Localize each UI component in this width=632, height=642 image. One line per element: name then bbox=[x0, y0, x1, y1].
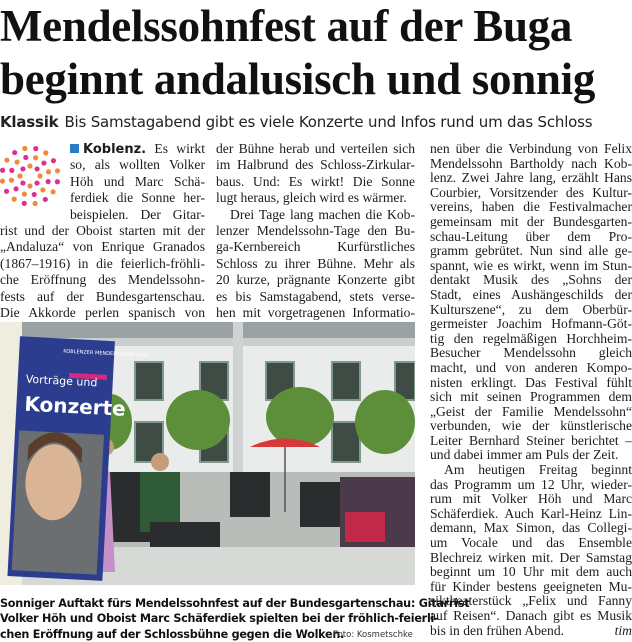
article-line: verbunden, wie der künstlerische bbox=[430, 418, 632, 434]
banner-line-2: Konzerte bbox=[23, 391, 127, 421]
author-signature: tim bbox=[614, 622, 632, 638]
caption-line: chen Eröffnung auf der Schlossbühne gegen die Wolken. bbox=[0, 627, 345, 641]
article-line: beginnt um 10 Uhr mit dem auch bbox=[430, 564, 632, 580]
article-line: fests auf der Bundesgartenschau. bbox=[0, 288, 205, 304]
article-line: ferdiek die Sonne her- bbox=[70, 190, 205, 206]
article-line bbox=[70, 141, 205, 157]
article-line: Besucher Mendelssohn gleich bbox=[430, 345, 632, 361]
article-line: Courbier, Vorsitzender des Kultur- bbox=[430, 184, 632, 200]
article-line: bis in den frühen Abend. tim bbox=[430, 622, 632, 638]
article-line: das Programm um 12 Uhr, wieder- bbox=[430, 476, 632, 492]
article-line: (1867–1916) in die feierlich-fröhli- bbox=[0, 255, 205, 271]
article-line: lenz. Zwei Jahre lang, erzählt Hans bbox=[430, 170, 632, 186]
article-line: und dabei immer am Puls der Zeit. bbox=[430, 447, 619, 463]
article-line: gramm gebrütet. Nun sind alle ge- bbox=[430, 243, 632, 259]
article-line: „Andaluza“ von Enrique Granados bbox=[0, 239, 205, 255]
article-line: schau-Leitung über dem Pro- bbox=[430, 228, 632, 244]
article-line: Drei Tage lang machen die Kob- bbox=[230, 206, 415, 222]
article-line: che Eröffnung des Mendelssohn- bbox=[0, 272, 205, 288]
article-line: um Vocale und das Ensemble bbox=[430, 535, 632, 551]
article-line: gemeinsam mit der Bundesgarten- bbox=[430, 213, 632, 229]
article-line: rum mit Volker Höh und Marc bbox=[430, 491, 632, 507]
headline-line: beginnt andalusisch und sonnig bbox=[0, 54, 596, 104]
article-line: germeister Joachim Hofmann-Göt- bbox=[430, 316, 632, 332]
article-line: Am heutigen Freitag beginnt bbox=[444, 462, 632, 478]
article-line: Blechreiz wirken mit. Der Samstag bbox=[430, 549, 632, 565]
article-line: lenzer Mendelssohn-Tage den Bu- bbox=[216, 222, 415, 238]
article-line: es bis Samstagabend, stets verse- bbox=[216, 288, 415, 304]
article-line: Kulturszene“, zu dem Oberbür- bbox=[430, 301, 632, 317]
article-line: lugt heraus, gleich wird es wärmer. bbox=[216, 190, 407, 206]
article-line: auf Reisen“. Danach gibt es Musik bbox=[430, 608, 632, 623]
subheadline: Bis Samstagabend gibt es viele Konzerte und Infos rund um das Schloss bbox=[64, 113, 593, 131]
article-line: Leiter Bernhard Steiner berichtet – bbox=[430, 432, 632, 448]
article-line: so, als wollten Volker bbox=[70, 157, 205, 173]
caption-line: Sonniger Auftakt fürs Mendelssohnfest auf der Bundesgartenschau: Gitarrist bbox=[0, 597, 470, 610]
article-column-2 bbox=[216, 141, 415, 321]
article-line: rist und der Oboist starten mit der bbox=[0, 222, 205, 238]
article-line: Schloss zu ihrer Bühne. Mehr als bbox=[216, 255, 415, 271]
section-label: Klassik bbox=[0, 113, 59, 131]
kicker bbox=[0, 113, 592, 131]
article-line: 20 kurze, prägnante Konzerte gibt bbox=[216, 272, 415, 288]
article-line: für Kinder bestens geeigneten Mu- bbox=[430, 578, 632, 594]
article-column-1 bbox=[0, 141, 205, 321]
article-line: „Geist der Familie Mendelssohn“ bbox=[430, 403, 632, 419]
headline-line: Mendelssohnfest auf der Buga bbox=[0, 1, 573, 51]
banner-logo-text: KOBLENZER MENDELSSOHN-TAGE bbox=[63, 348, 149, 359]
article-line: dentakt Musik des „Sohns der bbox=[430, 272, 632, 288]
article-line: vereins, haben die Festivalmacher bbox=[430, 199, 632, 215]
line-text: Es wirkt bbox=[154, 141, 205, 156]
banner-line-1: Vorträge und bbox=[25, 372, 98, 390]
article-line: siktheaterstück „Felix und Fanny bbox=[430, 593, 632, 609]
article-line: macht, und von anderen Kompo- bbox=[430, 359, 632, 375]
article-line: beispielen. Der Gitar- bbox=[70, 206, 205, 222]
article-line: der Bühne herab und verteilen sich bbox=[216, 141, 415, 156]
article-line: im Halbrund des Schloss-Zirkular- bbox=[216, 157, 415, 173]
article-line: Mendelssohn Bartholdy nach Kob- bbox=[430, 155, 632, 171]
article-line: Schäferdiek. Auch Karl-Heinz Lin- bbox=[430, 505, 632, 521]
headline bbox=[0, 0, 632, 106]
article-line: tig den regelmäßigen Horchheim- bbox=[430, 330, 632, 346]
article-line: Stadt, eines Aushängeschilds der bbox=[430, 286, 632, 302]
article-photo bbox=[0, 322, 415, 585]
article-line: baus. Und: Es wirkt! Die Sonne bbox=[216, 173, 415, 189]
article-line: demann, Max Simon, das Collegi- bbox=[430, 520, 632, 536]
article-line: hen mit vorgetragenen Informatio- bbox=[216, 304, 415, 320]
article-line: Höh und Marc Schä- bbox=[70, 173, 205, 189]
article-column-3 bbox=[430, 142, 632, 638]
article-line: spannt, wie es wirkt, wenn im Stun- bbox=[430, 257, 632, 273]
dateline: Koblenz. bbox=[70, 142, 146, 157]
article-line: nen über die Verbindung von Felix bbox=[430, 141, 632, 156]
photo-credit: Foto: Kosmetschke bbox=[333, 630, 413, 640]
article-line: ga-Kernbereich Kurfürstliches bbox=[216, 239, 415, 255]
article-line: nisten erklingt. Das Festival fühlt bbox=[430, 374, 632, 390]
caption-line: Volker Höh und Oboist Marc Schäferdiek spielten bei der fröhlich-feierli- bbox=[0, 612, 439, 626]
article-line: sich mit seinen Programmen dem bbox=[430, 389, 632, 405]
article-line: Die Akkorde perlen spanisch von bbox=[0, 304, 205, 320]
